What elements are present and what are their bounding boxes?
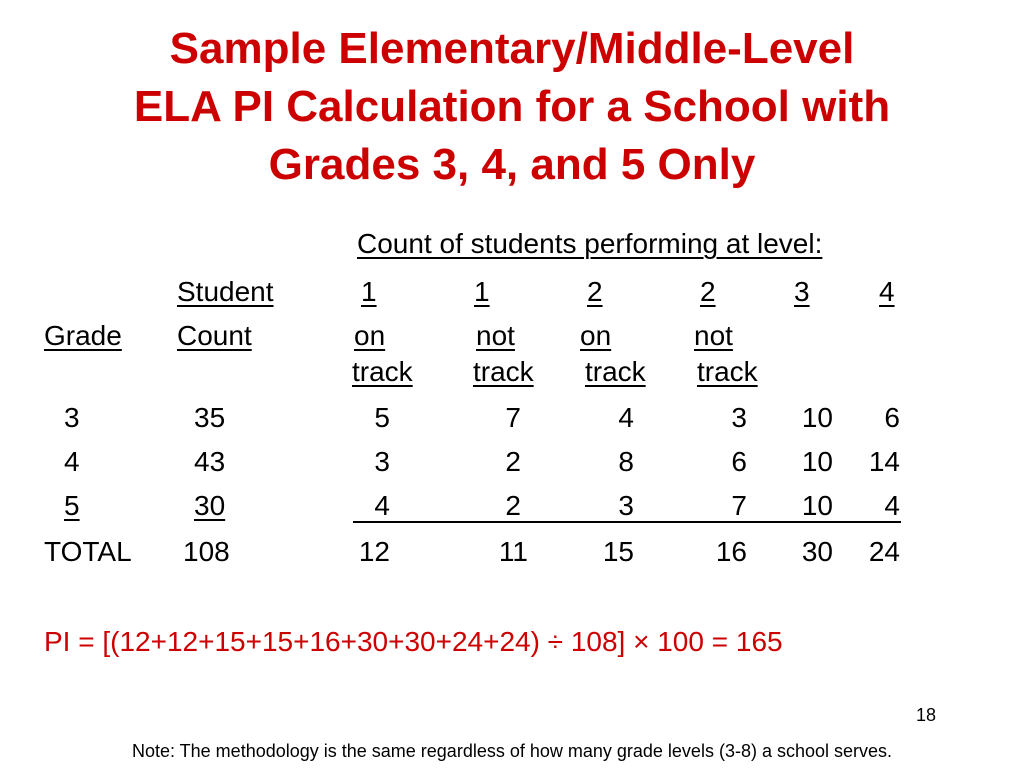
total-level-3: 30 bbox=[801, 536, 833, 567]
cell-level-2-not: 3 bbox=[731, 402, 747, 433]
cell-level-4: 4 bbox=[884, 490, 900, 521]
header-grade: Grade bbox=[44, 320, 122, 351]
header-level-1-not-l1: not bbox=[476, 320, 515, 351]
header-count: Count bbox=[177, 320, 252, 351]
page-number: 18 bbox=[915, 705, 936, 725]
header-level-3-num: 3 bbox=[794, 276, 810, 307]
footnote: Note: The methodology is the same regardless of how many grade levels (3-8) a school serves. bbox=[131, 741, 893, 761]
cell-level-1-on: 3 bbox=[374, 446, 390, 477]
header-level-1-not-l2: track bbox=[473, 356, 534, 387]
cell-level-4: 14 bbox=[868, 446, 900, 477]
cell-level-2-not: 6 bbox=[731, 446, 747, 477]
row-grade: 4 bbox=[64, 446, 80, 477]
row-count: 43 bbox=[194, 446, 226, 477]
slide-title bbox=[0, 20, 1024, 194]
row-grade: 3 bbox=[64, 402, 80, 433]
cell-level-2-on: 8 bbox=[618, 446, 634, 477]
row-grade: 5 bbox=[64, 490, 80, 521]
total-label: TOTAL bbox=[44, 536, 132, 567]
header-level-2-on-num: 2 bbox=[587, 276, 603, 307]
header-level-1-not-num: 1 bbox=[474, 276, 490, 307]
cell-level-3: 10 bbox=[801, 490, 833, 521]
values-underline bbox=[353, 521, 901, 523]
cell-level-1-on: 4 bbox=[374, 490, 390, 521]
row-count: 30 bbox=[194, 490, 226, 521]
header-student: Student bbox=[177, 276, 274, 307]
header-level-1-on-l1: on bbox=[354, 320, 386, 351]
cell-level-2-on: 3 bbox=[618, 490, 634, 521]
cell-level-1-not: 2 bbox=[505, 446, 521, 477]
cell-level-4: 6 bbox=[884, 402, 900, 433]
header-level-2-not-l1: not bbox=[694, 320, 733, 351]
header-level-1-on-l2: track bbox=[352, 356, 413, 387]
header-level-2-on-l1: on bbox=[580, 320, 612, 351]
total-level-1-not: 11 bbox=[498, 536, 528, 567]
header-level-1-on-num: 1 bbox=[361, 276, 377, 307]
table-caption: Count of students performing at level: bbox=[357, 228, 823, 259]
title-line-2: ELA PI Calculation for a School with bbox=[133, 82, 891, 131]
header-level-2-not-l2: track bbox=[697, 356, 758, 387]
total-level-2-on: 15 bbox=[602, 536, 634, 567]
total-count: 108 bbox=[183, 536, 230, 567]
header-level-4-num: 4 bbox=[879, 276, 895, 307]
row-count: 35 bbox=[194, 402, 226, 433]
total-level-4: 24 bbox=[868, 536, 900, 567]
cell-level-1-not: 7 bbox=[505, 402, 521, 433]
title-line-1: Sample Elementary/Middle-Level bbox=[169, 24, 855, 73]
title-line-3: Grades 3, 4, and 5 Only bbox=[268, 140, 756, 189]
total-level-2-not: 16 bbox=[715, 536, 747, 567]
header-level-2-not-num: 2 bbox=[700, 276, 716, 307]
total-level-1-on: 12 bbox=[358, 536, 390, 567]
cell-level-3: 10 bbox=[801, 402, 833, 433]
cell-level-2-on: 4 bbox=[618, 402, 634, 433]
pi-formula: PI = [(12+12+15+15+16+30+30+24+24) ÷ 108] × 100 = 165 bbox=[44, 626, 783, 657]
header-level-2-on-l2: track bbox=[585, 356, 646, 387]
cell-level-1-not: 2 bbox=[505, 490, 521, 521]
cell-level-3: 10 bbox=[801, 446, 833, 477]
cell-level-1-on: 5 bbox=[374, 402, 390, 433]
cell-level-2-not: 7 bbox=[731, 490, 747, 521]
